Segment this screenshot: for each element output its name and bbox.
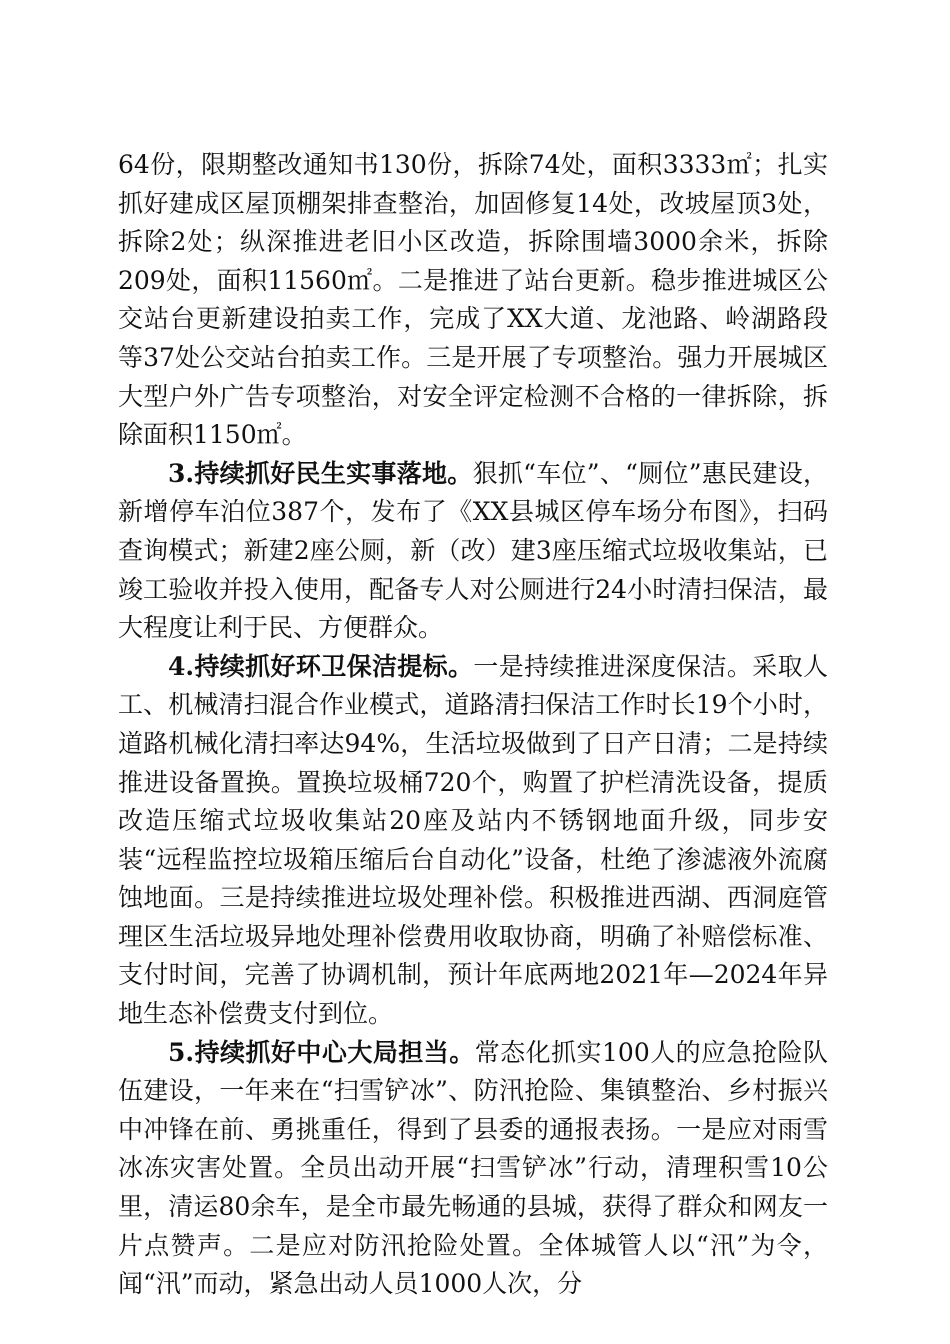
document-page	[118, 146, 828, 1304]
paragraph-text: 狠抓“车位”、“厕位”惠民建设，新增停车泊位387个，发布了《XX县城区停车场分布图》，扫码查询模式；新建2座公厕，新（改）建3座压缩式垃圾收集站，已竣工验收并投入使用，配备专人对公厕进行24小时清扫保洁，最大程度让利于民、方便群众。	[118, 458, 829, 643]
paragraph-text: 一是持续推进深度保洁。采取人工、机械清扫混合作业模式，道路清扫保洁工作时长19个小时，道路机械化清扫率达94%，生活垃圾做到了日产日清；二是持续推进设备置换。置换垃圾桶720个，购置了护栏清洗设备，提质改造压缩式垃圾收集站20座及站内不锈钢地面升级，同步安装“远程监控垃圾箱压缩后台自动化”设备，杜绝了渗滤液外流腐蚀地面。三是持续推进垃圾处理补偿。积极推进西湖、西洞庭管理区生活垃圾异地处理补偿费用收取协商，明确了补赔偿标准、支付时间，完善了协调机制，预计年底两地2021年—2024年异地生态补偿费支付到位。	[118, 651, 828, 1029]
paragraph-4	[118, 648, 828, 1034]
paragraph-heading: 3.持续抓好民生实事落地。	[168, 458, 473, 488]
paragraph-text: 64份，限期整改通知书130份，拆除74处，面积3333㎡；扎实抓好建成区屋顶棚架排查整治，加固修复14处，改坡屋顶3处，拆除2处；纵深推进老旧小区改造，拆除围墙3000余米，拆除209处，面积11560㎡。二是推进了站台更新。稳步推进城区公交站台更新建设拍卖工作，完成了XX大道、龙池路、岭湖路段等37处公交站台拍卖工作。三是开展了专项整治。强力开展城区大型户外广告专项整治，对安全评定检测不合格的一律拆除，拆除面积1150㎡。	[118, 150, 828, 450]
paragraph-heading: 4.持续抓好环卫保洁提标。	[168, 651, 474, 681]
paragraph-3	[118, 455, 828, 648]
paragraph-5	[118, 1034, 828, 1304]
paragraph-heading: 5.持续抓好中心大局担当。	[168, 1037, 475, 1067]
paragraph-text: 常态化抓实100人的应急抢险队伍建设，一年来在“扫雪铲冰”、防汛抢险、集镇整治、乡村振兴中冲锋在前、勇挑重任，得到了县委的通报表扬。一是应对雨雪冰冻灾害处置。全员出动开展“扫雪铲冰”行动，清理积雪10公里，清运80余车，是全市最先畅通的县城，获得了群众和网友一片点赞声。二是应对防汛抢险处置。全体城管人以“汛”为令，闻“汛”而动，紧急出动人员1000人次，分	[118, 1037, 828, 1299]
paragraph-continued	[118, 146, 828, 455]
